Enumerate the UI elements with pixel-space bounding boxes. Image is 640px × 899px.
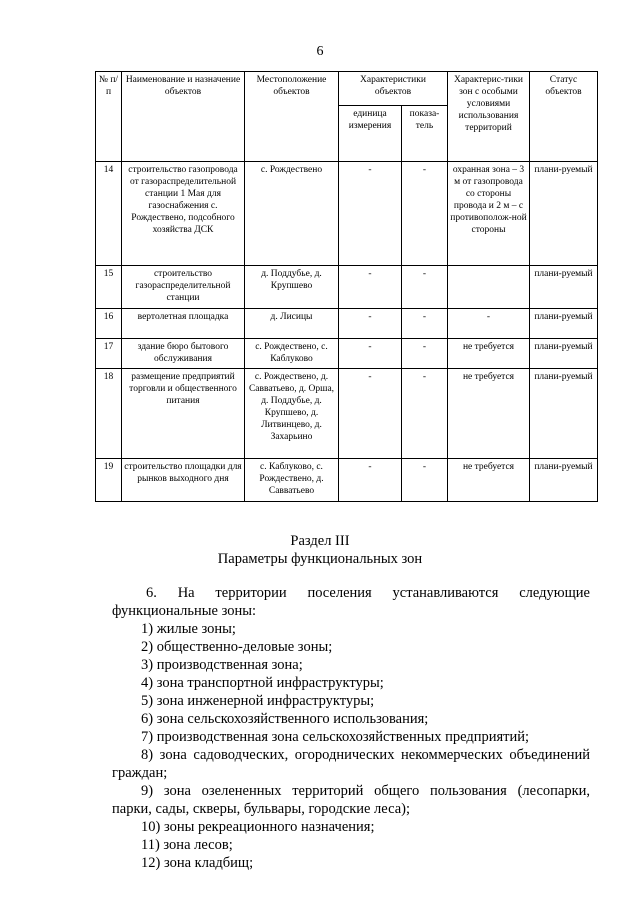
cell-zone: охранная зона – 3 м от газопровода со стороны провода и 2 м – с противополож-ной стороны [448, 162, 530, 266]
cell-name: здание бюро бытового обслуживания [122, 339, 245, 369]
cell-status: плани-руемый [530, 162, 598, 266]
header-characteristics: Характеристики объектов [339, 72, 448, 106]
header-indicator: показа-тель [402, 106, 448, 162]
cell-zone: не требуется [448, 369, 530, 459]
list-item: 1) жилые зоны; [141, 621, 236, 637]
intro-continuation: функциональные зоны: [112, 603, 257, 619]
cell-name: строительство газораспределительной станции [122, 266, 245, 309]
cell-zone: - [448, 309, 530, 339]
intro-word: На [177, 585, 195, 601]
objects-table [95, 71, 598, 502]
list-item: 4) зона транспортной инфраструктуры; [141, 675, 384, 691]
header-name: Наименование и назначение объектов [122, 72, 245, 162]
cell-indicator: - [402, 266, 448, 309]
cell-unit: - [339, 369, 402, 459]
list-item: 10) зоны рекреационного назначения; [141, 819, 375, 835]
cell-status: плани-руемый [530, 266, 598, 309]
header-location: Местоположение объектов [245, 72, 339, 162]
cell-zone [448, 266, 530, 309]
cell-name: строительство площадки для рынков выходного дня [122, 459, 245, 502]
list-item: 7) производственная зона сельскохозяйственных предприятий; [141, 729, 530, 745]
header-zone-characteristics: Характерис-тики зон с особыми условиями использования территорий [448, 72, 530, 162]
cell-indicator: - [402, 162, 448, 266]
cell-unit: - [339, 459, 402, 502]
section-label: Раздел III [290, 533, 350, 549]
cell-num: 16 [96, 309, 122, 339]
cell-indicator: - [402, 369, 448, 459]
list-item: 6) зона сельскохозяйственного использования; [141, 711, 429, 727]
intro-word: устанавливаются [392, 585, 499, 601]
header-num: № п/п [96, 72, 122, 162]
intro-word: 6. [146, 585, 157, 601]
cell-num: 19 [96, 459, 122, 502]
cell-num: 15 [96, 266, 122, 309]
cell-zone: не требуется [448, 459, 530, 502]
table-row [96, 459, 598, 502]
zones-list [112, 620, 590, 872]
cell-name: строительство газопровода от газораспределительной станции 1 Мая для газоснабжения с. Рождествено, подсобного хозяйства ДСК [122, 162, 245, 266]
cell-location: с. Рождествено, с. Каблуково [245, 339, 339, 369]
cell-unit: - [339, 266, 402, 309]
cell-location: д. Лисицы [245, 309, 339, 339]
cell-zone: не требуется [448, 339, 530, 369]
cell-location: д. Поддубье, д. Крупшево [245, 266, 339, 309]
intro-word: поселения [307, 585, 372, 601]
list-item: 3) производственная зона; [141, 657, 303, 673]
intro-paragraph [112, 584, 590, 620]
list-item: 8) зона садоводческих, огороднических некоммерческих объединений граждан; [112, 747, 590, 781]
cell-num: 14 [96, 162, 122, 266]
cell-indicator: - [402, 339, 448, 369]
cell-name: размещение предприятий торговли и общественного питания [122, 369, 245, 459]
cell-unit: - [339, 162, 402, 266]
list-item: 11) зона лесов; [141, 837, 233, 853]
cell-status: плани-руемый [530, 369, 598, 459]
cell-status: плани-руемый [530, 339, 598, 369]
cell-indicator: - [402, 309, 448, 339]
cell-status: плани-руемый [530, 309, 598, 339]
table-row [96, 339, 598, 369]
cell-num: 18 [96, 369, 122, 459]
cell-status: плани-руемый [530, 459, 598, 502]
cell-unit: - [339, 339, 402, 369]
intro-word: следующие [519, 585, 590, 601]
list-item: 12) зона кладбищ; [141, 855, 254, 871]
header-status: Статус объектов [530, 72, 598, 162]
cell-num: 17 [96, 339, 122, 369]
table-row [96, 266, 598, 309]
header-unit: единица измерения [339, 106, 402, 162]
list-item: 5) зона инженерной инфраструктуры; [141, 693, 375, 709]
intro-word: территории [215, 585, 287, 601]
cell-unit: - [339, 309, 402, 339]
cell-name: вертолетная площадка [122, 309, 245, 339]
cell-location: с. Рождествено [245, 162, 339, 266]
list-item: 9) зона озелененных территорий общего пользования (лесопарки, парки, сады, скверы, бульвары, городские леса); [112, 783, 590, 817]
cell-location: с. Каблуково, с. Рождествено, д. Савватьево [245, 459, 339, 502]
cell-location: с. Рождествено, д. Савватьево, д. Орша, д. Поддубье, д. Крупшево, д. Литвинцево, д. Захарьино [245, 369, 339, 459]
cell-indicator: - [402, 459, 448, 502]
page-number: 6 [316, 44, 324, 59]
table-row [96, 369, 598, 459]
section-title: Параметры функциональных зон [217, 551, 423, 567]
table-row [96, 309, 598, 339]
table-row [96, 162, 598, 266]
list-item: 2) общественно-деловые зоны; [141, 639, 333, 655]
